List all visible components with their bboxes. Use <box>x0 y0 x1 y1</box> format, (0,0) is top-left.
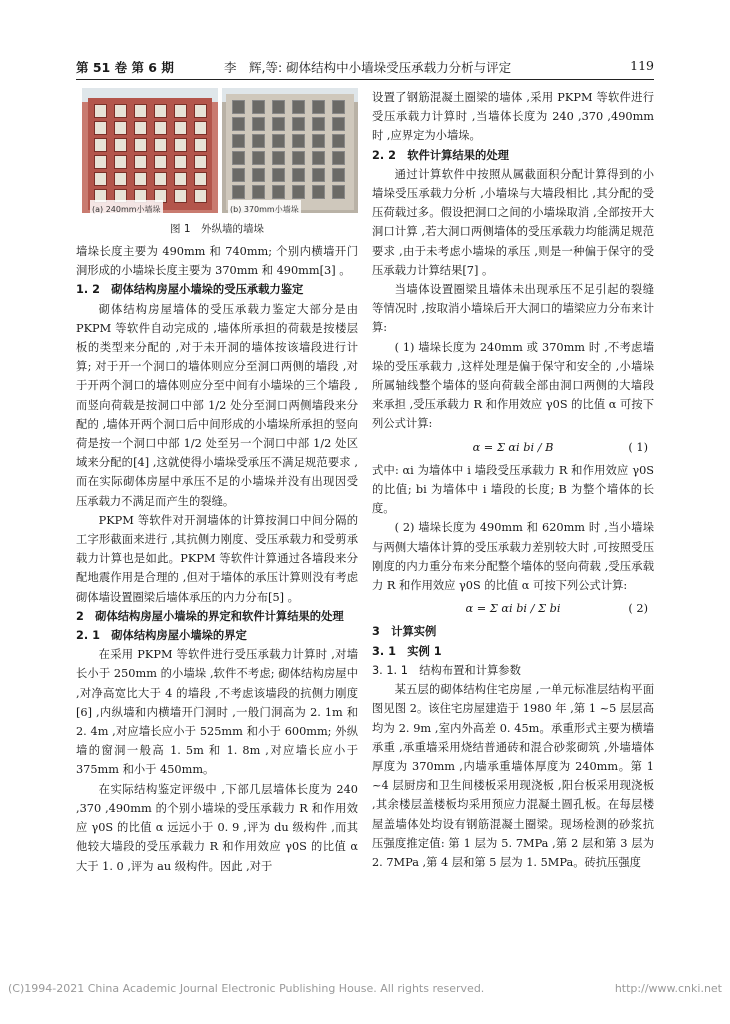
paragraph: 当墙体设置圈梁且墙体未出现承压不足引起的裂缝等情况时 ,按取消小墙垛后开大洞口的墙梁应力分布来计算: <box>372 283 654 335</box>
page-number: 119 <box>630 58 654 73</box>
section-heading: 3. 1 实例 1 <box>372 644 442 658</box>
equation-2-number: ( 2) <box>628 602 648 616</box>
figure-caption: 图 1 外纵墙的墙垛 <box>169 223 265 235</box>
article-title: 李 辉,等: 砌体结构中小墙垛受压承载力分析与评定 <box>224 60 512 75</box>
paragraph: 墙垛长度主要为 490mm 和 740mm; 个别内横墙开门洞形成的小墙垛长度主要为 370mm 和 490mm[3] 。 <box>76 245 358 278</box>
equation-2-formula: α = Σ αi bi / Σ bi <box>465 602 561 616</box>
subfigure-b-label: (b) 370mm小墙垛 <box>228 200 301 219</box>
cnki-url: http://www.cnki.net <box>614 982 722 995</box>
copyright-text: (C)1994-2021 China Academic Journal Electronic Publishing House. All rights reserved. <box>8 982 485 995</box>
equation-2 <box>372 599 654 618</box>
paragraph: 某五层的砌体结构住宅房屋 ,一单元标准层结构平面图见图 2。该住宅房屋建造于 1980 年 ,第 1 ~5 层层高均为 2. 9m ,室内外高差 0. 45m。承重形式主要为横墙承重 ,承重墙采用烧结普通砖和混合砂浆砌筑 ,外墙墙体厚度为 370mm ,内墙承重墙体厚度为 240mm。第 1 ~4 层厨房和卫生间楼板采用现浇板 ,阳台板采用现浇板 ,其余楼层盖楼板均采用预应力混凝土圆孔板。在每层楼屋盖墙体处均设有钢筋混凝土圈梁。现场检测的砂浆抗压强度推定值: 第 1 层为 5. 7MPa ,第 2 层和第 3 层为 2. 7MPa ,第 4 层和第 5 层为 1. 5MPa。砖抗压强度 <box>372 683 654 869</box>
copyright-footer <box>8 982 722 995</box>
photo-240mm-pier <box>82 88 218 213</box>
right-column <box>372 88 654 872</box>
equation-1-number: ( 1) <box>628 440 648 454</box>
right-body-text-a <box>372 88 654 434</box>
left-body-text <box>76 242 358 876</box>
paragraph: 式中: αi 为墙体中 i 墙段受压承载力 R 和作用效应 γ0S 的比值; bi 为墙体中 i 墙段的长度; B 为整个墙体的长度。 <box>372 463 654 516</box>
section-heading: 1. 2 砌体结构房屋小墙垛的受压承载力鉴定 <box>76 283 304 297</box>
right-body-text-c <box>372 622 654 872</box>
section-heading: 3 计算实例 <box>372 625 437 639</box>
paragraph: 在实际结构鉴定评级中 ,下部几层墙体长度为 240 ,370 ,490mm 的个别小墙垛的受压承载力 R 和作用效应 γ0S 的比值 α 远远小于 0. 9 ,评为 du 级构件 ,而其他较大墙段的受压承载力 R 和作用效应 γ0S 的比值 α 大于 1. 0 ,评为 au 级构件。因此 ,对于 <box>76 782 358 873</box>
header-rule <box>76 79 654 80</box>
paragraph: 在采用 PKPM 等软件进行受压承载力计算时 ,对墙长小于 250mm 的小墙垛 ,软件不考虑; 砌体结构房屋中 ,对净高宽比大于 4 的墙段 ,不考虑该墙段的抗侧力刚度[6] ,内纵墙和内横墙开门洞时 ,一般门洞高为 2. 1m 和 2. 4m ,对应墙长应小于 525mm 和小于 600mm; 外纵墙的窗洞一般高 1. 5m 和 1. 8m ,对应墙长应小于 375mm 和小于 450mm。 <box>76 648 358 777</box>
equation-1 <box>372 438 654 457</box>
subfigure-a-label: (a) 240mm小墙垛 <box>90 200 163 219</box>
section-heading: 2. 2 软件计算结果的处理 <box>372 148 509 162</box>
paragraph: 设置了钢筋混凝土圈梁的墙体 ,采用 PKPM 等软件进行受压承载力计算时 ,当墙体长度为 240 ,370 ,490mm 时 ,应界定为小墙垛。 <box>372 91 654 143</box>
journal-volume: 第 51 卷 第 6 期 <box>76 60 174 75</box>
running-header <box>76 58 654 78</box>
section-heading: 3. 1. 1 结构布置和计算参数 <box>372 663 521 677</box>
photo-370mm-pier <box>222 88 358 213</box>
section-heading: 2 砌体结构房屋小墙垛的界定和软件计算结果的处理 <box>76 609 344 623</box>
paragraph: 砌体结构房屋墙体的受压承载力鉴定大部分是由 PKPM 等软件自动完成的 ,墙体所承担的荷载是按楼层板的类型来分配的 ,对于未开洞的墙体按该墙段进行计算; 对于开一个洞口的墙体则应分至洞口两侧的墙段 ,对于开两个洞口的墙体则应分至中间有小墙垛的三个墙段 ,而竖向荷载是按洞口中部 1/2 处分至洞口两侧墙段来分配的 ,墙体开两个洞口后中间形成的小墙垛所承担的竖向荷是按一个洞口中部 1/2 处至另一个洞口中部 1/2 处区域来分配的[4] ,这就使得小墙垛受承压不满足规范要求 ,而在实际砌体房屋中承压不足的小墙垛并没有出现因受压承载力不满足而产生的裂缝。 <box>76 302 358 508</box>
figure-1 <box>76 88 358 238</box>
left-column <box>76 88 358 876</box>
paragraph: PKPM 等软件对开洞墙体的计算按洞口中间分隔的工字形截面来进行 ,其抗侧力刚度、受压承载力和受剪承载力计算也是如此。PKPM 等软件计算通过各墙段来分配地震作用是合理的 ,但对于墙体的承压计算则没有考虑砌体墙设置圈梁后墙体承压的内力分布[5] 。 <box>76 513 358 604</box>
paragraph: ( 2) 墙垛长度为 490mm 和 620mm 时 ,当小墙垛与两侧大墙体计算的受压承载力差别较大时 ,可按照受压刚度的内力重分布来分配整个墙体的竖向荷载 ,受压承载力 R 和作用效应 γ0S 的比值 α 可按下列公式计算: <box>372 521 654 593</box>
section-heading: 2. 1 砌体结构房屋小墙垛的界定 <box>76 629 247 643</box>
right-body-text-b <box>372 461 654 595</box>
paragraph: ( 1) 墙垛长度为 240mm 或 370mm 时 ,不考虑墙垛的受压承载力 ,这样处理是偏于保守和安全的 ,小墙垛所属轴线整个墙体的竖向荷载全部由洞口两侧的大墙段来承担 ,受压承载力 R 和作用效应 γ0S 的比值 α 可按下列公式计算: <box>372 340 654 431</box>
equation-1-formula: α = Σ αi bi / B <box>472 440 554 454</box>
paragraph: 通过计算软件中按照从属截面积分配计算得到的小墙垛受压承载力分析 ,小墙垛与大墙段相比 ,其分配的受压荷载过多。假设把洞口之间的小墙垛取消 ,全部按开大洞口计算 ,若大洞口两侧墙体的受压承载力均能满足规范要求 ,由于未考虑小墙垛的承压 ,则是一种偏于保守的受压承载力计算结果[7] 。 <box>372 167 654 277</box>
